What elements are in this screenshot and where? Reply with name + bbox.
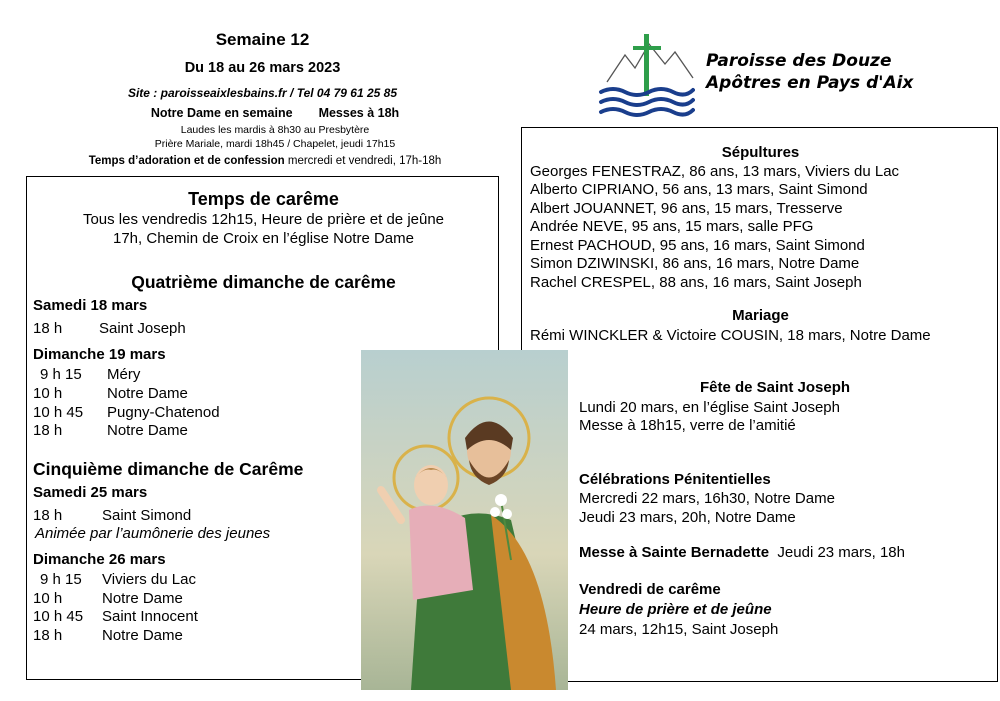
c-dimanche-label: Dimanche 26 mars xyxy=(33,551,166,568)
waves-icon xyxy=(601,89,693,115)
q-dim-place-4: Notre Dame xyxy=(107,422,188,439)
adoration-info xyxy=(30,155,500,167)
vendredi-line: 24 mars, 12h15, Saint Joseph xyxy=(579,621,779,638)
vendredi-title: Vendredi de carême xyxy=(579,581,721,598)
q-dim-place-3: Pugny-Chatenod xyxy=(107,404,220,421)
c-samedi-time: 18 h xyxy=(33,507,63,524)
sepulture-item: Albert JOUANNET, 96 ans, 15 mars, Tresserve xyxy=(530,200,843,217)
weekday-mass-time: Messes à 18h xyxy=(318,106,400,120)
fete-line1: Lundi 20 mars, en l’église Saint Joseph xyxy=(579,399,840,416)
careme-line1: Tous les vendredis 12h15, Heure de prière et de jeûne xyxy=(82,211,445,228)
celebrations-line1: Mercredi 22 mars, 16h30, Notre Dame xyxy=(579,490,835,507)
quatrieme-title: Quatrième dimanche de carême xyxy=(131,272,396,292)
bernadette-title: Messe à Sainte Bernadette xyxy=(579,544,770,561)
saint-joseph-image xyxy=(361,350,568,690)
mariage-item: Rémi WINCKLER & Victoire COUSIN, 18 mars, Notre Dame xyxy=(530,327,931,344)
c-dim-time-3: 10 h 45 xyxy=(33,608,84,625)
c-dim-time-4: 18 h xyxy=(33,627,63,644)
adoration-label: Temps d’adoration et de confession xyxy=(88,155,285,167)
c-dim-place-4: Notre Dame xyxy=(102,627,183,644)
q-dimanche-label: Dimanche 19 mars xyxy=(33,346,166,363)
c-dim-place-3: Saint Innocent xyxy=(102,608,198,625)
q-dim-time-4: 18 h xyxy=(33,422,63,439)
adoration-times: mercredi et vendredi, 17h-18h xyxy=(284,155,442,167)
sepulture-item: Rachel CRESPEL, 88 ans, 16 mars, Saint Joseph xyxy=(530,274,862,291)
q-dim-place-2: Notre Dame xyxy=(107,385,188,402)
weekday-label: Notre Dame en semaine xyxy=(150,106,293,120)
c-dim-place-1: Viviers du Lac xyxy=(102,571,196,588)
careme-title: Temps de carême xyxy=(188,189,339,209)
q-dim-time-3: 10 h 45 xyxy=(33,404,84,421)
fete-title: Fête de Saint Joseph xyxy=(700,379,851,396)
c-dim-place-2: Notre Dame xyxy=(102,590,183,607)
sepulture-item: Alberto CIPRIANO, 56 ans, 13 mars, Saint Simond xyxy=(530,181,868,198)
week-title: Semaine 12 xyxy=(215,30,310,49)
careme-line2: 17h, Chemin de Croix en l’église Notre Dame xyxy=(113,230,414,247)
sepulture-item: Georges FENESTRAZ, 86 ans, 13 mars, Viviers du Lac xyxy=(530,163,900,180)
celebrations-line2: Jeudi 23 mars, 20h, Notre Dame xyxy=(579,509,796,526)
celebrations-title: Célébrations Pénitentielles xyxy=(579,471,771,488)
q-samedi-time: 18 h xyxy=(33,320,63,337)
q-samedi-place: Saint Joseph xyxy=(99,320,186,337)
c-samedi-place: Saint Simond xyxy=(102,507,192,524)
site-and-phone: Site : paroisseaixlesbains.fr / Tel 04 79 61 25 85 xyxy=(127,86,398,100)
c-samedi-label: Samedi 25 mars xyxy=(33,484,148,501)
sepulture-item: Ernest PACHOUD, 95 ans, 16 mars, Saint Simond xyxy=(530,237,865,254)
parish-name xyxy=(706,50,913,94)
parish-name-line1: Paroisse des Douze xyxy=(706,51,892,71)
q-dim-time-2: 10 h xyxy=(33,385,63,402)
sepulture-item: Andrée NEVE, 95 ans, 15 mars, salle PFG xyxy=(530,218,814,235)
parish-logo xyxy=(595,30,695,120)
q-dim-time-1: 9 h 15 xyxy=(40,366,82,383)
laudes-info: Laudes les mardis à 8h30 au Presbytère xyxy=(180,124,370,136)
c-dim-time-1: 9 h 15 xyxy=(40,571,82,588)
priere-info: Prière Mariale, mardi 18h45 / Chapelet, jeudi 17h15 xyxy=(154,138,396,150)
c-dim-time-2: 10 h xyxy=(33,590,63,607)
mariage-title: Mariage xyxy=(732,307,789,324)
bernadette-when: Jeudi 23 mars, 18h xyxy=(777,544,905,561)
bernadette-line xyxy=(579,544,905,561)
sepultures-title: Sépultures xyxy=(721,144,800,161)
c-samedi-note: Animée par l’aumônerie des jeunes xyxy=(35,525,271,542)
q-samedi-label: Samedi 18 mars xyxy=(33,297,148,314)
sepulture-item: Simon DZIWINSKI, 86 ans, 16 mars, Notre Dame xyxy=(530,255,860,272)
fete-line2: Messe à 18h15, verre de l’amitié xyxy=(579,417,796,434)
vendredi-subtitle: Heure de prière et de jeûne xyxy=(579,601,772,618)
announcements-box xyxy=(521,127,998,682)
week-dates: Du 18 au 26 mars 2023 xyxy=(184,60,341,76)
cinquieme-title: Cinquième dimanche de Carême xyxy=(33,459,304,479)
q-dim-place-1: Méry xyxy=(107,366,141,383)
weekday-masses xyxy=(130,106,420,120)
parish-name-line2: Apôtres en Pays d'Aix xyxy=(706,73,914,93)
